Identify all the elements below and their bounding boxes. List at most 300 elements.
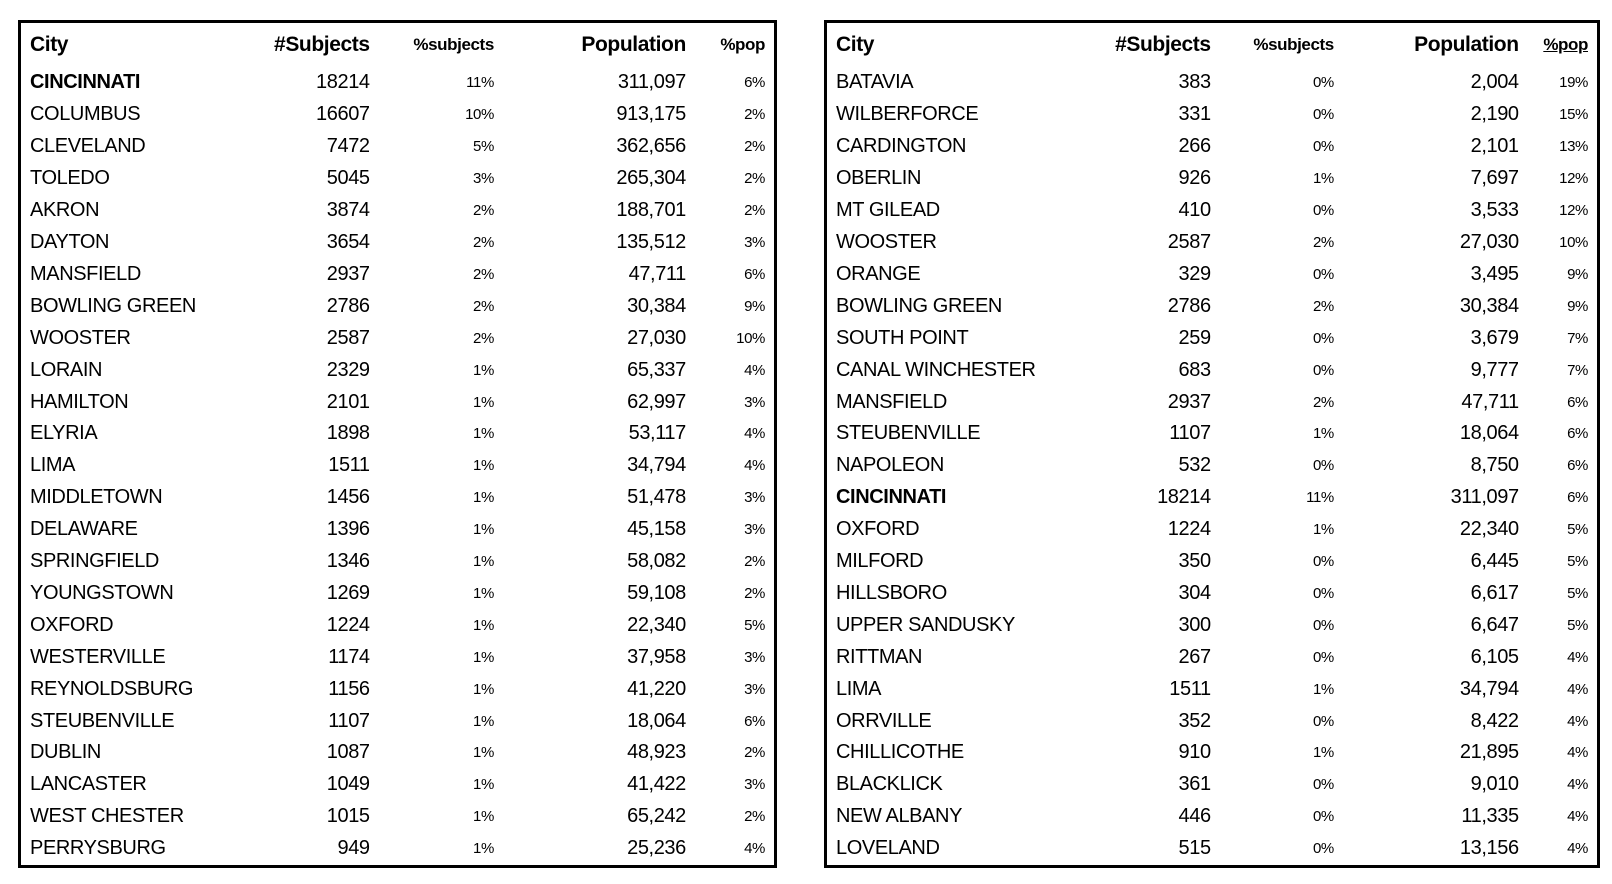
cell-population: 6,445 — [1470, 550, 1519, 573]
cell-population: 188,701 — [616, 199, 686, 222]
cell-pct-subjects: 1% — [1312, 425, 1334, 443]
table-row — [21, 67, 774, 99]
cell-pct-subjects: 1% — [1312, 170, 1334, 188]
cell-city: WESTERVILLE — [30, 645, 166, 668]
table-row — [21, 514, 774, 546]
cell-city: STEUBENVILLE — [30, 709, 175, 732]
cell-pct-subjects: 2% — [473, 233, 494, 251]
cell-pct-pop: 4% — [1567, 808, 1588, 826]
cell-city: LOVELAND — [836, 837, 940, 860]
cell-subjects: 2786 — [1167, 294, 1211, 317]
cell-subjects: 259 — [1178, 326, 1211, 349]
cell-pct-subjects: 0% — [1312, 265, 1334, 283]
table-row — [827, 131, 1597, 163]
cell-pct-subjects: 2% — [1312, 393, 1334, 411]
cell-pct-pop: 6% — [744, 712, 765, 730]
cell-pct-subjects: 1% — [473, 776, 494, 794]
cell-pct-subjects: 0% — [1312, 553, 1334, 571]
table-row — [827, 833, 1597, 865]
table-row — [827, 641, 1597, 673]
cell-pct-pop: 5% — [1567, 553, 1588, 571]
cell-pct-pop: 7% — [1567, 329, 1588, 347]
cell-pct-subjects: 1% — [473, 425, 494, 443]
cell-city: MANSFIELD — [30, 262, 141, 285]
table-row — [827, 258, 1597, 290]
cell-city: HAMILTON — [30, 390, 129, 413]
table-row — [827, 546, 1597, 578]
cell-pct-pop: 5% — [1567, 584, 1588, 602]
cell-pct-subjects: 0% — [1312, 840, 1334, 858]
cell-subjects: 1107 — [328, 709, 370, 732]
cell-population: 34,794 — [1459, 677, 1519, 700]
table-row — [827, 354, 1597, 386]
table-row — [21, 258, 774, 290]
cell-pct-subjects: 0% — [1312, 808, 1334, 826]
cell-subjects: 683 — [1178, 358, 1211, 381]
table-row — [827, 737, 1597, 769]
cell-subjects: 1156 — [328, 677, 370, 700]
cell-subjects: 1898 — [326, 422, 370, 445]
table-row — [827, 418, 1597, 450]
cell-pct-subjects: 11% — [1306, 489, 1334, 507]
cell-pct-pop: 7% — [1567, 361, 1588, 379]
cell-population: 6,617 — [1470, 581, 1519, 604]
cell-population: 53,117 — [628, 422, 686, 445]
cell-subjects: 361 — [1178, 773, 1211, 796]
cell-city: OXFORD — [30, 613, 114, 636]
table-row — [21, 769, 774, 801]
table-body — [21, 67, 774, 865]
cell-pct-pop: 13% — [1559, 138, 1588, 156]
cell-population: 45,158 — [627, 518, 686, 541]
cell-population: 265,304 — [616, 167, 686, 190]
cell-subjects: 532 — [1178, 454, 1211, 477]
cell-pct-subjects: 0% — [1312, 776, 1334, 794]
cell-population: 2,190 — [1470, 103, 1519, 126]
cell-city: UPPER SANDUSKY — [836, 613, 1015, 636]
table-row — [827, 514, 1597, 546]
cell-subjects: 304 — [1178, 581, 1211, 604]
cell-pct-subjects: 1% — [1312, 680, 1334, 698]
cell-pct-subjects: 0% — [1312, 329, 1334, 347]
table-row — [827, 578, 1597, 610]
cell-population: 27,030 — [1459, 230, 1519, 253]
cell-population: 2,004 — [1470, 71, 1519, 94]
cell-population: 7,697 — [1470, 167, 1519, 190]
city-table-by-subjects — [18, 20, 777, 868]
table-row — [21, 99, 774, 131]
cell-pct-subjects: 1% — [473, 744, 494, 762]
table-row — [21, 386, 774, 418]
cell-population: 9,777 — [1470, 358, 1519, 381]
table-row — [21, 737, 774, 769]
header-row — [827, 23, 1597, 67]
cell-city: WILBERFORCE — [836, 103, 979, 126]
cell-subjects: 2587 — [1167, 230, 1211, 253]
cell-population: 18,064 — [1459, 422, 1519, 445]
cell-city: REYNOLDSBURG — [30, 677, 194, 700]
cell-pct-pop: 2% — [744, 808, 765, 826]
cell-city: CINCINNATI — [836, 486, 947, 509]
cell-subjects: 2937 — [1167, 390, 1211, 413]
cell-subjects: 329 — [1178, 262, 1211, 285]
table-row — [21, 482, 774, 514]
cell-pct-subjects: 3% — [473, 170, 494, 188]
column-header-population: Population — [1414, 33, 1519, 56]
cell-subjects: 2786 — [326, 294, 370, 317]
cell-pct-subjects: 0% — [1312, 106, 1334, 124]
cell-subjects: 949 — [337, 837, 370, 860]
cell-city: ORRVILLE — [836, 709, 932, 732]
cell-pct-subjects: 0% — [1312, 202, 1334, 220]
cell-pct-pop: 3% — [744, 489, 765, 507]
cell-city: LORAIN — [30, 358, 103, 381]
cell-population: 3,533 — [1470, 199, 1519, 222]
cell-population: 30,384 — [627, 294, 686, 317]
cell-pct-subjects: 1% — [473, 393, 494, 411]
cell-population: 47,711 — [1461, 390, 1519, 413]
cell-city: NAPOLEON — [836, 454, 944, 477]
cell-pct-pop: 6% — [1567, 425, 1588, 443]
cell-subjects: 1224 — [1167, 518, 1211, 541]
cell-population: 6,105 — [1470, 645, 1519, 668]
table-row — [827, 195, 1597, 227]
table-row — [827, 801, 1597, 833]
cell-city: OXFORD — [836, 518, 920, 541]
cell-population: 58,082 — [627, 550, 686, 573]
cell-pct-pop: 4% — [744, 361, 765, 379]
cell-city: ELYRIA — [30, 422, 98, 445]
cell-population: 3,679 — [1470, 326, 1519, 349]
cell-subjects: 3654 — [326, 230, 370, 253]
cell-pct-subjects: 1% — [473, 489, 494, 507]
cell-pct-pop: 6% — [1567, 393, 1588, 411]
table-row — [21, 418, 774, 450]
table-header — [21, 23, 774, 67]
cell-population: 18,064 — [627, 709, 686, 732]
cell-population: 9,010 — [1470, 773, 1519, 796]
cell-subjects: 2587 — [326, 326, 370, 349]
cell-population: 34,794 — [627, 454, 686, 477]
cell-city: RITTMAN — [836, 645, 923, 668]
table-row — [827, 609, 1597, 641]
cell-pct-subjects: 1% — [473, 712, 494, 730]
cell-pct-subjects: 0% — [1312, 361, 1334, 379]
column-header-subjects: #Subjects — [1115, 33, 1211, 56]
cell-subjects: 1269 — [326, 581, 370, 604]
cell-subjects: 1511 — [328, 454, 370, 477]
cell-pct-subjects: 2% — [473, 202, 494, 220]
table-row — [21, 227, 774, 259]
cell-city: OBERLIN — [836, 167, 922, 190]
cell-population: 47,711 — [628, 262, 686, 285]
table-row — [827, 769, 1597, 801]
cell-city: MILFORD — [836, 550, 924, 573]
cell-city: BLACKLICK — [836, 773, 943, 796]
cell-pct-pop: 4% — [1567, 712, 1588, 730]
table-row — [827, 322, 1597, 354]
cell-pct-subjects: 0% — [1312, 712, 1334, 730]
table-row — [21, 801, 774, 833]
cell-city: SOUTH POINT — [836, 326, 969, 349]
cell-city: DELAWARE — [30, 518, 138, 541]
cell-population: 41,422 — [627, 773, 686, 796]
cell-pct-pop: 2% — [744, 202, 765, 220]
table-row — [827, 450, 1597, 482]
cell-pct-subjects: 0% — [1312, 138, 1334, 156]
cell-pct-pop: 4% — [1567, 648, 1588, 666]
cell-population: 3,495 — [1470, 262, 1519, 285]
column-header-pop: %pop — [720, 35, 765, 54]
cell-pct-pop: 15% — [1559, 106, 1588, 124]
cell-city: CARDINGTON — [836, 135, 967, 158]
cell-pct-subjects: 2% — [473, 297, 494, 315]
cell-pct-subjects: 1% — [473, 840, 494, 858]
cell-population: 22,340 — [1459, 518, 1519, 541]
cell-population: 311,097 — [617, 71, 686, 94]
table-row — [21, 195, 774, 227]
city-table-by-percent-population — [824, 20, 1600, 868]
cell-population: 51,478 — [627, 486, 686, 509]
cell-pct-pop: 6% — [744, 74, 765, 92]
cell-city: MANSFIELD — [836, 390, 947, 413]
cell-pct-subjects: 1% — [473, 680, 494, 698]
cell-subjects: 267 — [1178, 645, 1211, 668]
header-row — [21, 23, 774, 67]
cell-city: PERRYSBURG — [30, 837, 166, 860]
table-body — [827, 67, 1597, 865]
cell-pct-subjects: 1% — [1312, 744, 1334, 762]
cell-subjects: 1107 — [1169, 422, 1211, 445]
table-row — [21, 450, 774, 482]
data-table — [827, 23, 1597, 865]
table-row — [827, 163, 1597, 195]
table-row — [21, 322, 774, 354]
cell-population: 65,337 — [627, 358, 686, 381]
cell-city: NEW ALBANY — [836, 805, 963, 828]
cell-city: SPRINGFIELD — [30, 550, 159, 573]
cell-population: 65,242 — [627, 805, 686, 828]
cell-subjects: 350 — [1178, 550, 1211, 573]
cell-pct-pop: 4% — [1567, 680, 1588, 698]
cell-pct-pop: 12% — [1559, 202, 1588, 220]
cell-pct-pop: 4% — [744, 425, 765, 443]
cell-subjects: 410 — [1178, 199, 1211, 222]
cell-pct-pop: 6% — [1567, 489, 1588, 507]
cell-population: 13,156 — [1459, 837, 1519, 860]
cell-pct-pop: 2% — [744, 553, 765, 571]
cell-city: BOWLING GREEN — [30, 294, 196, 317]
cell-pct-subjects: 1% — [473, 361, 494, 379]
cell-subjects: 2937 — [326, 262, 370, 285]
cell-city: DAYTON — [30, 230, 110, 253]
cell-city: CHILLICOTHE — [836, 741, 964, 764]
cell-city: LANCASTER — [30, 773, 147, 796]
cell-subjects: 1346 — [326, 550, 370, 573]
cell-pct-pop: 9% — [1567, 297, 1588, 315]
cell-subjects: 18214 — [1157, 486, 1211, 509]
cell-pct-pop: 10% — [736, 329, 765, 347]
cell-pct-subjects: 1% — [473, 584, 494, 602]
cell-pct-pop: 10% — [1559, 233, 1588, 251]
cell-pct-subjects: 1% — [473, 648, 494, 666]
cell-population: 41,220 — [627, 677, 686, 700]
cell-subjects: 300 — [1178, 613, 1211, 636]
cell-subjects: 1049 — [326, 773, 370, 796]
cell-pct-subjects: 1% — [473, 808, 494, 826]
table-row — [21, 354, 774, 386]
cell-pct-subjects: 1% — [1312, 521, 1334, 539]
cell-population: 311,097 — [1450, 486, 1519, 509]
cell-population: 27,030 — [627, 326, 686, 349]
cell-pct-pop: 3% — [744, 776, 765, 794]
cell-city: BATAVIA — [836, 71, 914, 94]
table-row — [21, 833, 774, 865]
cell-population: 62,997 — [627, 390, 686, 413]
cell-pct-subjects: 5% — [473, 138, 494, 156]
cell-subjects: 16607 — [316, 103, 370, 126]
column-header-city: City — [30, 33, 69, 56]
table-row — [827, 673, 1597, 705]
data-table — [21, 23, 774, 865]
cell-population: 2,101 — [1470, 135, 1519, 158]
cell-subjects: 3874 — [326, 199, 370, 222]
cell-pct-subjects: 2% — [1312, 233, 1334, 251]
cell-city: MT GILEAD — [836, 199, 940, 222]
cell-pct-subjects: 2% — [1312, 297, 1334, 315]
cell-subjects: 18214 — [316, 71, 370, 94]
cell-pct-pop: 19% — [1559, 74, 1588, 92]
cell-population: 22,340 — [627, 613, 686, 636]
cell-pct-subjects: 1% — [473, 616, 494, 634]
cell-pct-subjects: 1% — [473, 553, 494, 571]
cell-pct-pop: 2% — [744, 106, 765, 124]
column-header-city: City — [836, 33, 875, 56]
cell-pct-pop: 4% — [744, 457, 765, 475]
cell-population: 135,512 — [616, 230, 686, 253]
cell-pct-subjects: 0% — [1312, 616, 1334, 634]
cell-pct-pop: 6% — [1567, 457, 1588, 475]
table-row — [21, 131, 774, 163]
cell-subjects: 446 — [1178, 805, 1211, 828]
cell-pct-pop: 3% — [744, 233, 765, 251]
cell-pct-pop: 2% — [744, 744, 765, 762]
cell-subjects: 1224 — [326, 613, 370, 636]
cell-population: 11,335 — [1461, 805, 1519, 828]
cell-subjects: 1087 — [326, 741, 370, 764]
cell-pct-pop: 4% — [1567, 776, 1588, 794]
cell-city: DUBLIN — [30, 741, 101, 764]
cell-pct-pop: 6% — [744, 265, 765, 283]
cell-city: YOUNGSTOWN — [30, 581, 174, 604]
cell-city: HILLSBORO — [836, 581, 947, 604]
cell-city: TOLEDO — [30, 167, 110, 190]
table-row — [21, 290, 774, 322]
cell-population: 8,750 — [1470, 454, 1519, 477]
cell-subjects: 2101 — [326, 390, 370, 413]
cell-subjects: 1174 — [328, 645, 370, 668]
table-row — [827, 482, 1597, 514]
cell-population: 21,895 — [1459, 741, 1519, 764]
column-header-subjects: %subjects — [413, 35, 494, 54]
table-row — [21, 609, 774, 641]
cell-pct-pop: 3% — [744, 648, 765, 666]
cell-subjects: 266 — [1178, 135, 1211, 158]
cell-pct-pop: 5% — [1567, 616, 1588, 634]
cell-subjects: 352 — [1178, 709, 1211, 732]
cell-pct-subjects: 0% — [1312, 584, 1334, 602]
cell-subjects: 383 — [1178, 71, 1211, 94]
table-row — [827, 290, 1597, 322]
cell-subjects: 5045 — [326, 167, 370, 190]
cell-pct-subjects: 10% — [465, 106, 494, 124]
cell-pct-pop: 2% — [744, 584, 765, 602]
cell-subjects: 1015 — [326, 805, 370, 828]
cell-pct-subjects: 2% — [473, 329, 494, 347]
cell-subjects: 2329 — [326, 358, 370, 381]
cell-city: CANAL WINCHESTER — [836, 358, 1036, 381]
cell-city: WOOSTER — [836, 230, 937, 253]
column-header-pop: %pop — [1543, 35, 1588, 54]
column-header-subjects: %subjects — [1253, 35, 1334, 54]
cell-pct-pop: 3% — [744, 393, 765, 411]
cell-pct-pop: 9% — [1567, 265, 1588, 283]
cell-pct-pop: 2% — [744, 170, 765, 188]
column-header-population: Population — [581, 33, 686, 56]
cell-pct-subjects: 1% — [473, 457, 494, 475]
cell-pct-pop: 9% — [744, 297, 765, 315]
cell-pct-pop: 3% — [744, 680, 765, 698]
cell-city: BOWLING GREEN — [836, 294, 1002, 317]
table-row — [827, 67, 1597, 99]
cell-city: CLEVELAND — [30, 135, 146, 158]
cell-subjects: 1396 — [326, 518, 370, 541]
cell-city: COLUMBUS — [30, 103, 141, 126]
table-row — [21, 705, 774, 737]
cell-population: 59,108 — [627, 581, 686, 604]
cell-pct-pop: 5% — [1567, 521, 1588, 539]
table-row — [21, 578, 774, 610]
cell-subjects: 1456 — [326, 486, 370, 509]
cell-city: WEST CHESTER — [30, 805, 184, 828]
table-row — [21, 641, 774, 673]
cell-subjects: 926 — [1178, 167, 1211, 190]
cell-population: 6,647 — [1470, 613, 1519, 636]
table-row — [827, 386, 1597, 418]
cell-city: STEUBENVILLE — [836, 422, 981, 445]
cell-population: 362,656 — [616, 135, 686, 158]
cell-city: CINCINNATI — [30, 71, 141, 94]
cell-subjects: 910 — [1178, 741, 1211, 764]
cell-pct-pop: 4% — [744, 840, 765, 858]
table-row — [21, 673, 774, 705]
cell-pct-subjects: 2% — [473, 265, 494, 283]
cell-city: MIDDLETOWN — [30, 486, 163, 509]
cell-subjects: 515 — [1178, 837, 1211, 860]
cell-pct-pop: 4% — [1567, 840, 1588, 858]
cell-population: 48,923 — [627, 741, 686, 764]
cell-subjects: 1511 — [1169, 677, 1211, 700]
table-row — [827, 99, 1597, 131]
cell-pct-pop: 5% — [744, 616, 765, 634]
cell-pct-subjects: 0% — [1312, 457, 1334, 475]
table-header — [827, 23, 1597, 67]
table-row — [21, 163, 774, 195]
cell-pct-subjects: 1% — [473, 521, 494, 539]
cell-pct-subjects: 0% — [1312, 648, 1334, 666]
column-header-subjects: #Subjects — [274, 33, 370, 56]
table-row — [21, 546, 774, 578]
